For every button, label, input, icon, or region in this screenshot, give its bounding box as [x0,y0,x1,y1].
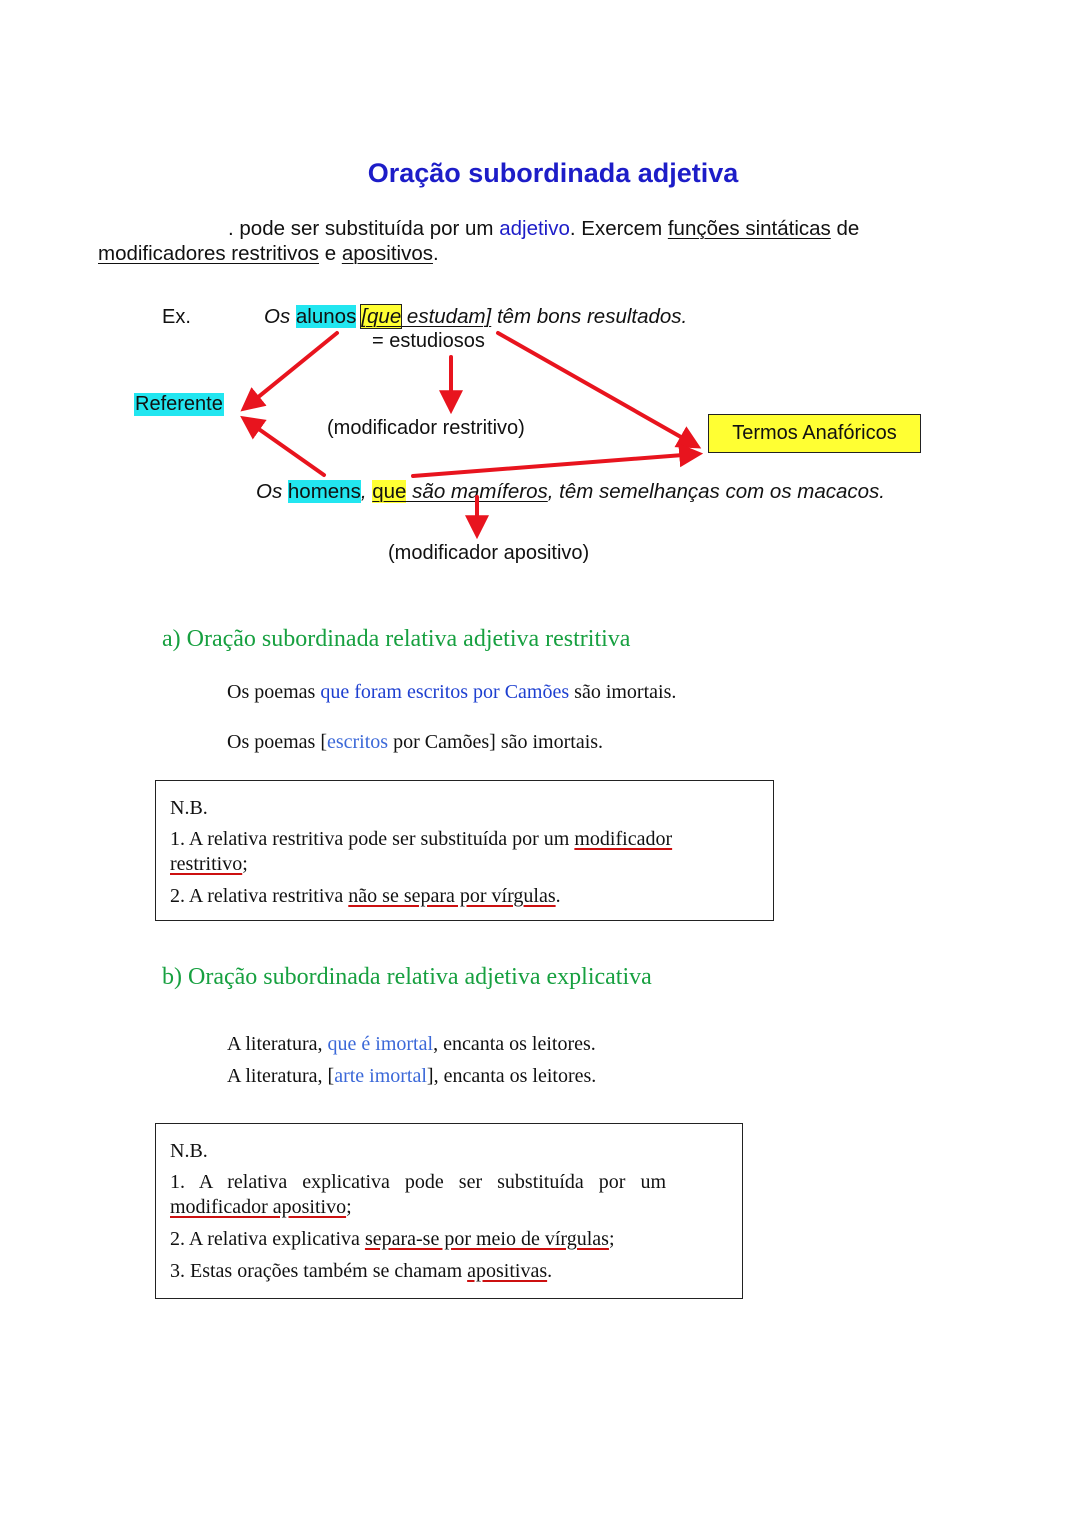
intro-apositivos: apositivos [341,242,433,265]
nb-b-text: 3. Estas orações também se chamam [170,1260,468,1282]
ex2-text: , [360,480,373,503]
nb-a-label: N.B. [170,797,208,819]
section-a-sentence-1 [227,681,676,704]
a-s2-text: Os poemas [ [227,731,327,753]
ex2-text: Os [256,480,288,503]
ex-label: Ex. [162,306,191,328]
ex1-alunos: alunos [295,305,357,328]
ex1-rest: têm bons resultados. [491,305,688,328]
intro-text: e [319,242,342,265]
a-s2-escritos: escritos [326,731,389,753]
nb-b-item-1: 1. A relativa explicativa pode ser substituída por um [170,1171,667,1193]
ex2-que: que [372,480,407,503]
nb-a-text: ; [242,853,248,875]
mod-restritivo-label: (modificador restritivo) [327,417,525,439]
nb-b-apositivas: apositivas [467,1260,548,1282]
nb-b-mod-apositivo: modificador apositivo [170,1196,347,1218]
mod-apositivo-label: (modificador apositivo) [388,542,590,564]
intro-text: . [432,242,439,265]
nb-a-text: . [555,885,561,907]
ex2-sao: são mamíferos [406,480,548,503]
ex1-text: Os [264,305,296,328]
b-s2-text: ], encanta os leitores. [426,1065,597,1087]
a-s1-text: são imortais. [569,681,677,703]
section-b-sentence-2 [227,1065,596,1088]
intro-text: . pode ser substituída por um [228,217,500,240]
nb-b-text: ; [608,1228,615,1250]
a-s1-text: Os poemas [227,681,321,703]
intro-mod-restritivos: modificadores restritivos [98,242,320,265]
nb-a-item-2 [170,885,561,908]
nb-a-item-1-cont [170,853,248,876]
page-title: Oração subordinada adjetiva [367,158,739,188]
intro-funcoes: funções sintáticas [667,217,831,240]
b-s1-text: A literatura, [227,1033,328,1055]
nb-a-virgulas: não se separa por vírgulas [348,885,556,907]
ex1-equals: = estudiosos [372,330,485,352]
arrow-estudam-anaforicos [498,333,695,445]
section-a-sentence-2 [227,731,603,754]
nb-b-text: 2. A relativa explicativa [170,1228,365,1250]
arrow-alunos-referente [246,333,337,407]
b-s1-text: , encanta os leitores. [433,1033,596,1055]
section-b-sentence-1 [227,1033,596,1056]
b-s1-relative: que é imortal [327,1033,434,1055]
arrow-homens-referente [246,420,324,475]
diagram-arrows [0,0,1080,600]
a-s2-text: por Camões] são imortais. [388,731,604,753]
ex2-rest: , têm semelhanças com os macacos. [547,480,885,503]
nb-a-restritivo: restritivo [170,853,243,875]
referente-label: Referente [135,393,223,415]
intro-text: de [830,217,860,240]
nb-b-item-1-cont [170,1196,352,1219]
b-s2-arte: arte imortal [334,1065,427,1087]
ex1-estudam: estudam] [401,305,492,328]
section-a-heading: a) Oração subordinada relativa adjetiva restritiva [162,626,631,652]
nb-a-modificador: modificador [574,828,673,850]
ex2-homens: homens [287,480,361,503]
nb-a-item-1 [170,828,672,851]
nb-b-virgulas: separa-se por meio de vírgulas [364,1228,609,1250]
nb-box-a [155,780,774,921]
nb-b-text: . [547,1260,553,1282]
nb-b-text: ; [346,1196,352,1218]
nb-b-item-3 [170,1260,552,1283]
intro-adjetivo: adjetivo [499,217,570,240]
intro-text: . Exercem [569,217,668,240]
nb-box-b [155,1123,743,1299]
b-s2-text: A literatura, [ [227,1065,335,1087]
termos-anaforicos-label: Termos Anafóricos [732,422,897,444]
section-b-heading: b) Oração subordinada relativa adjetiva explicativa [162,964,652,990]
nb-a-text: 1. A relativa restritiva pode ser substituída por um [170,828,575,850]
ex1-que: [que [361,305,402,328]
nb-a-text: 2. A relativa restritiva [170,885,349,907]
nb-b-label: N.B. [170,1140,208,1162]
arrow-que-anaforicos [413,454,696,476]
nb-b-item-2 [170,1228,615,1251]
a-s1-relative: que foram escritos por Camões [320,681,570,703]
